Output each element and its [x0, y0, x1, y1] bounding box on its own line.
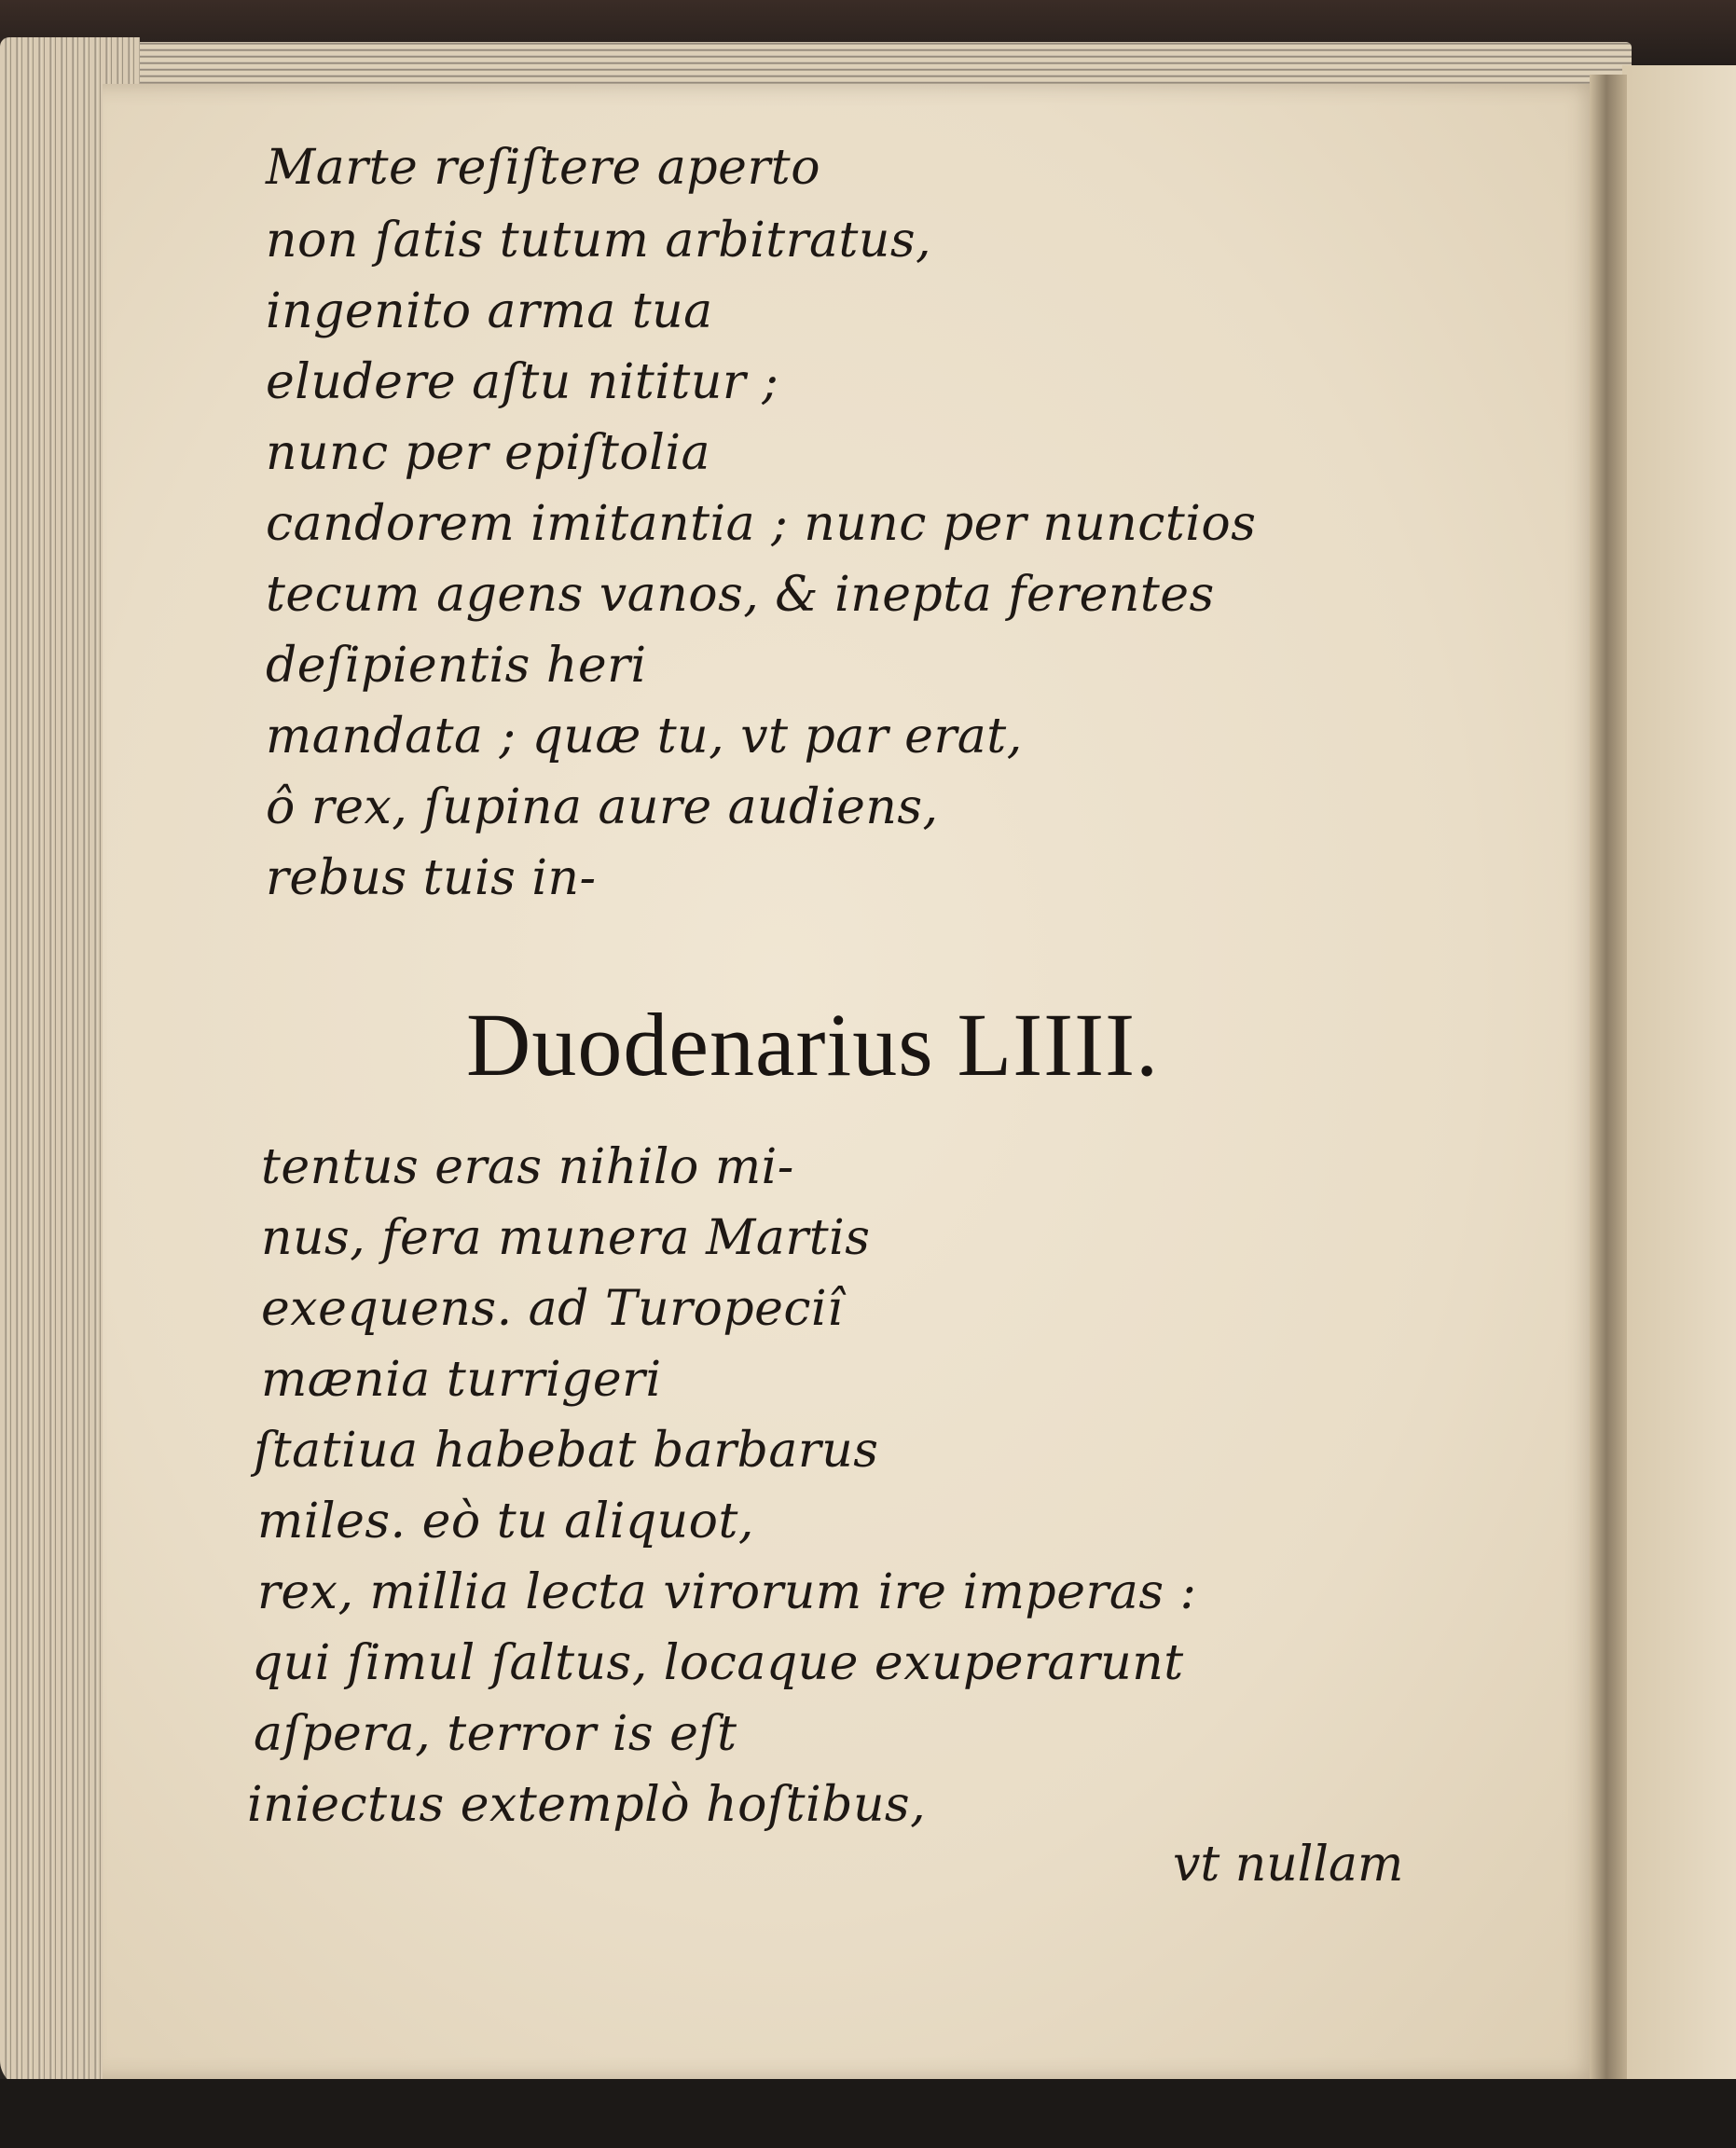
catchword: vt nullam [1173, 1837, 1404, 1893]
text-line: Marte reſiſtere aperto [266, 140, 821, 196]
text-line: miles. eò tu aliquot, [257, 1494, 754, 1549]
text-line: qui ſimul ſaltus, locaque exuperarunt [252, 1635, 1184, 1691]
text-line: exequens. ad Turopeciî [261, 1281, 844, 1337]
text-line: iniectus extemplò hoſtibus, [247, 1777, 927, 1833]
section-heading: Duodenarius LIIII. [466, 995, 1160, 1095]
text-line: eludere aſtu nititur ; [266, 354, 779, 410]
text-line: nunc per epiſtolia [266, 425, 710, 481]
text-line: mænia turrigeri [261, 1352, 662, 1408]
text-line: rex, millia lecta virorum ire imperas : [257, 1564, 1197, 1620]
text-line: ſtatiua habebat barbarus [254, 1423, 879, 1479]
text-line: rebus tuis in- [266, 850, 597, 906]
text-line: nus, fera munera Martis [261, 1210, 871, 1266]
text-line: tentus eras nihilo mi- [261, 1139, 794, 1195]
text-line: ingenito arma tua [266, 283, 713, 339]
text-line: aſpera, terror is eſt [254, 1706, 737, 1762]
text-line: deſipientis heri [266, 638, 647, 694]
text-line: ô rex, ſupina aure audiens, [266, 779, 939, 835]
text-line: tecum agens vanos, & inepta ferentes [266, 567, 1215, 623]
text-line: non ſatis tutum arbitratus, [266, 213, 932, 268]
text-line: mandata ; quæ tu, vt par erat, [266, 709, 1023, 764]
text-line: candorem imitantia ; nunc per nunctios [266, 496, 1257, 552]
